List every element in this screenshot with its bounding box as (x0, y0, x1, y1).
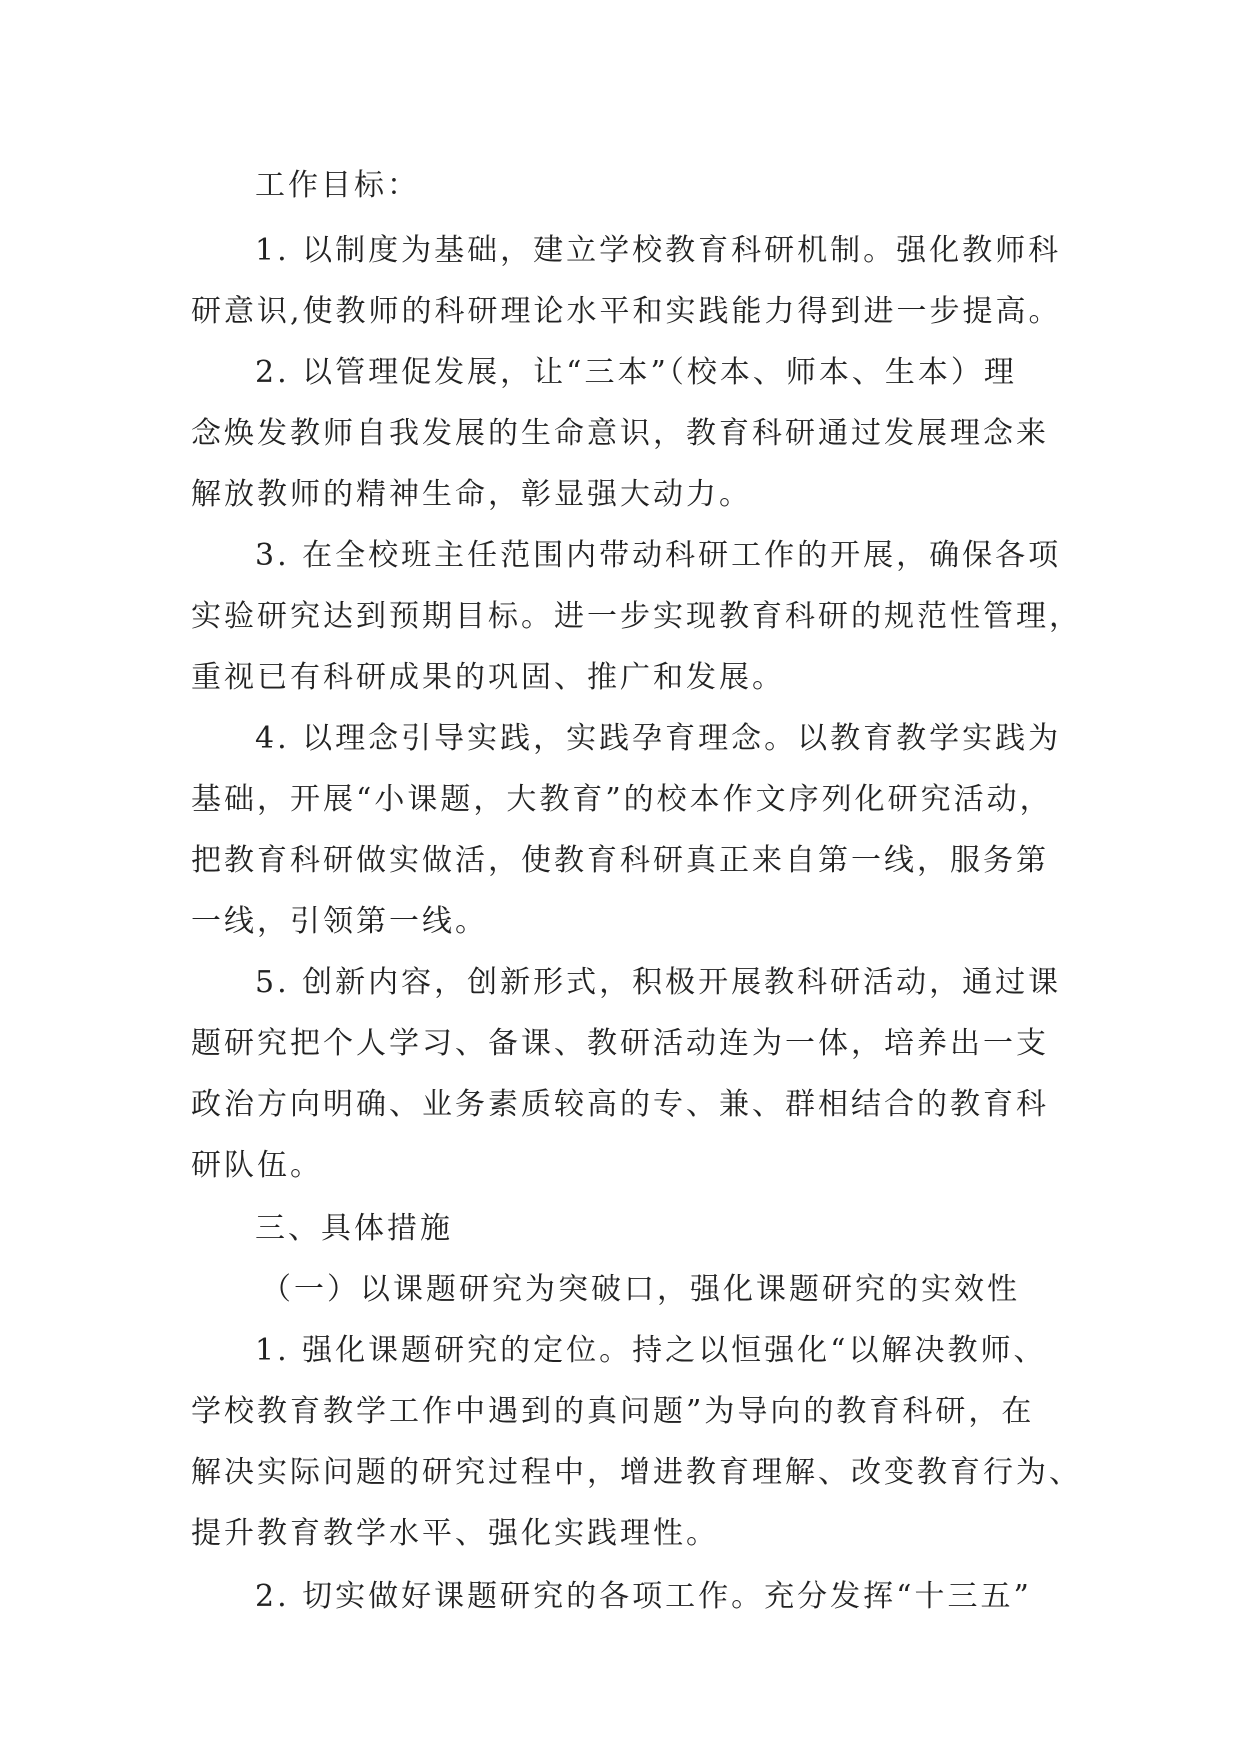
paragraph-line: 研意识,使教师的科研理论水平和实践能力得到进一步提高。 (191, 294, 1062, 329)
paragraph-line: 重视已有科研成果的巩固、推广和发展。 (191, 660, 785, 695)
paragraph-line: 学校教育教学工作中遇到的真问题”为导向的教育科研，在 (191, 1394, 1035, 1429)
paragraph-line: 一线，引领第一线。 (191, 904, 488, 939)
paragraph-line: 提升教育教学水平、强化实践理性。 (191, 1516, 719, 1551)
paragraph-line: 2. 切实做好课题研究的各项工作。充分发挥“十三五” (255, 1579, 1032, 1614)
paragraph-line: 3. 在全校班主任范围内带动科研工作的开展，确保各项 (255, 538, 1062, 573)
paragraph-line: 解放教师的精神生命，彰显强大动力。 (191, 477, 752, 512)
paragraph-line: 题研究把个人学习、备课、教研活动连为一体，培养出一支 (191, 1026, 1049, 1061)
paragraph-line: 研队伍。 (191, 1148, 323, 1183)
section-heading-work-goals: 工作目标： (255, 168, 420, 203)
paragraph-line: 1. 强化课题研究的定位。持之以恒强化“以解决教师、 (255, 1333, 1047, 1368)
paragraph-line: 5. 创新内容，创新形式，积极开展教科研活动，通过课 (255, 965, 1062, 1000)
paragraph-line: 实验研究达到预期目标。进一步实现教育科研的规范性管理， (191, 599, 1082, 634)
paragraph-line: 念焕发教师自我发展的生命意识，教育科研通过发展理念来 (191, 416, 1049, 451)
subsection-heading: （一）以课题研究为突破口，强化课题研究的实效性 (261, 1272, 1020, 1307)
paragraph-line: 政治方向明确、业务素质较高的专、兼、群相结合的教育科 (191, 1087, 1049, 1122)
paragraph-line: 解决实际问题的研究过程中，增进教育理解、改变教育行为、 (191, 1455, 1082, 1490)
paragraph-line: 4. 以理念引导实践，实践孕育理念。以教育教学实践为 (255, 721, 1062, 756)
paragraph-line: 1. 以制度为基础，建立学校教育科研机制。强化教师科 (255, 233, 1062, 268)
section-heading-measures: 三、具体措施 (255, 1211, 453, 1246)
paragraph-line: 2. 以管理促发展，让“三本”（校本、师本、生本）理 (255, 355, 1017, 390)
paragraph-line: 基础，开展“小课题，大教育”的校本作文序列化研究活动， (191, 782, 1053, 817)
paragraph-line: 把教育科研做实做活，使教育科研真正来自第一线，服务第 (191, 843, 1049, 878)
